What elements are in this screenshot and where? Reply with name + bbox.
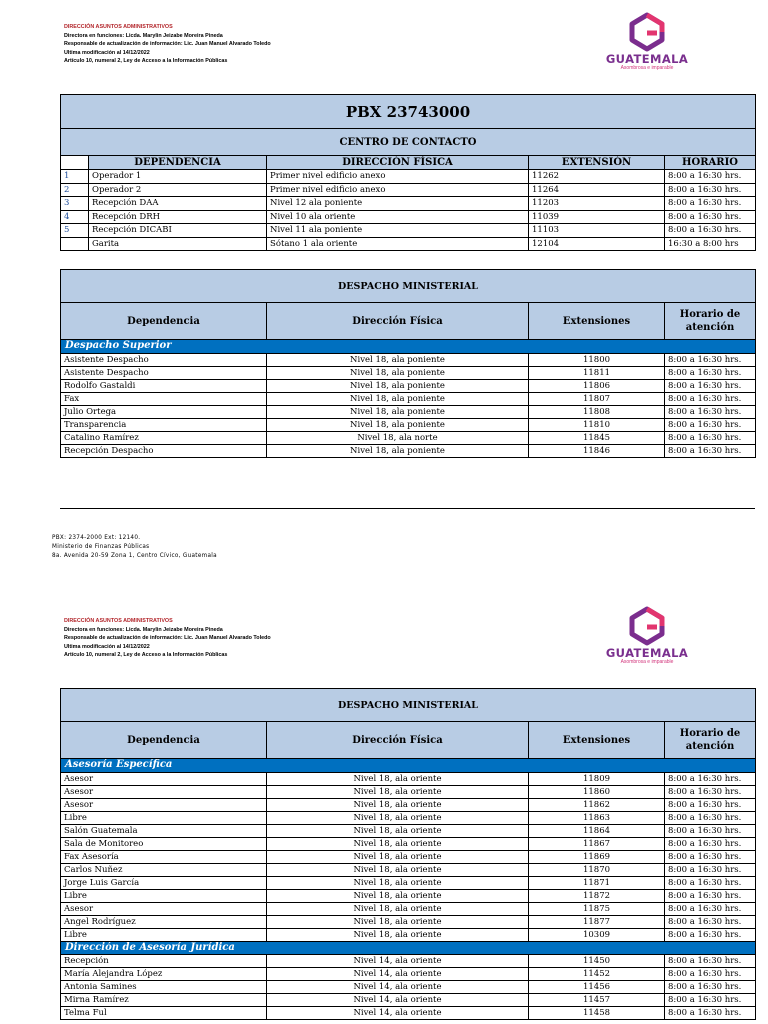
schedule-cell: 8:00 a 16:30 hrs. — [665, 1007, 756, 1020]
schedule-cell: 8:00 a 16:30 hrs. — [665, 915, 756, 928]
address-cell: Nivel 18, ala oriente — [267, 772, 529, 785]
header-line: Responsable de actualización de información: Lic. Juan Manuel Alvarado Toledo — [64, 635, 271, 642]
guatemala-logo-icon — [627, 12, 667, 52]
dependency-cell: Recepción DAA — [89, 197, 267, 211]
row-index: 3 — [61, 197, 89, 211]
dependency-cell: Rodolfo Gastaldi — [61, 379, 267, 392]
address-cell: Nivel 14, ala oriente — [267, 981, 529, 994]
address-cell: Nivel 18, ala norte — [267, 431, 529, 444]
address-cell: Nivel 18, ala oriente — [267, 863, 529, 876]
extension-cell: 11806 — [529, 379, 665, 392]
schedule-cell: 8:00 a 16:30 hrs. — [665, 811, 756, 824]
dependency-cell: Asesor — [61, 902, 267, 915]
table-row — [61, 811, 756, 824]
extension-cell: 11872 — [529, 889, 665, 902]
table-row — [61, 170, 756, 184]
schedule-cell: 8:00 a 16:30 hrs. — [665, 928, 756, 941]
table-row — [61, 392, 756, 405]
address-cell: Primer nivel edificio anexo — [267, 183, 529, 197]
pbx-title: PBX 23743000 — [61, 95, 756, 129]
address-cell: Nivel 18, ala poniente — [267, 366, 529, 379]
table-row — [61, 889, 756, 902]
column-header: DIRECCIÓN FÍSICA — [267, 156, 529, 170]
schedule-cell: 8:00 a 16:30 hrs. — [665, 183, 756, 197]
extension-cell: 11864 — [529, 824, 665, 837]
column-header: EXTENSIÓN — [529, 156, 665, 170]
schedule-cell: 8:00 a 16:30 hrs. — [665, 197, 756, 211]
dependency-cell: Fax — [61, 392, 267, 405]
header-department: DIRECCIÓN ASUNTOS ADMINISTRATIVOS — [64, 24, 173, 30]
table-title: DESPACHO MINISTERIAL — [61, 270, 756, 303]
dependency-cell: Mirna Ramírez — [61, 994, 267, 1007]
column-header: Horario de atención — [665, 722, 756, 759]
column-header: Extensiones — [529, 303, 665, 340]
extension-cell: 11811 — [529, 366, 665, 379]
table-row — [61, 837, 756, 850]
schedule-cell: 8:00 a 16:30 hrs. — [665, 994, 756, 1007]
page-footer — [52, 534, 217, 561]
column-header: Dependencia — [61, 303, 267, 340]
contact-center-title: CENTRO DE CONTACTO — [61, 129, 756, 156]
address-cell: Nivel 14, ala oriente — [267, 1007, 529, 1020]
address-cell: Nivel 18, ala oriente — [267, 824, 529, 837]
address-cell: Primer nivel edificio anexo — [267, 170, 529, 184]
dependency-cell: Salón Guatemala — [61, 824, 267, 837]
address-cell: Nivel 18, ala oriente — [267, 876, 529, 889]
address-cell: Nivel 14, ala oriente — [267, 968, 529, 981]
dependency-cell: Carlos Nuñez — [61, 863, 267, 876]
table-row — [61, 210, 756, 224]
address-cell: Nivel 18, ala oriente — [267, 902, 529, 915]
address-cell: Nivel 12 ala poniente — [267, 197, 529, 211]
column-header: Extensiones — [529, 722, 665, 759]
address-cell: Nivel 18, ala poniente — [267, 353, 529, 366]
footer-line: PBX: 2374-2000 Ext: 12140. — [52, 535, 141, 541]
table-row — [61, 224, 756, 238]
address-cell: Nivel 18, ala oriente — [267, 915, 529, 928]
table-row — [61, 955, 756, 968]
extension-cell: 11450 — [529, 955, 665, 968]
address-cell: Nivel 18, ala oriente — [267, 837, 529, 850]
column-header: Dependencia — [61, 722, 267, 759]
extension-cell: 10309 — [529, 928, 665, 941]
schedule-cell: 8:00 a 16:30 hrs. — [665, 405, 756, 418]
dependency-cell: Libre — [61, 811, 267, 824]
dependency-cell: Garita — [89, 237, 267, 251]
table-row — [61, 237, 756, 251]
schedule-cell: 8:00 a 16:30 hrs. — [665, 444, 756, 457]
dependency-cell: María Alejandra López — [61, 968, 267, 981]
document-header — [64, 617, 271, 660]
schedule-cell: 8:00 a 16:30 hrs. — [665, 431, 756, 444]
dependency-cell: Antonia Samines — [61, 981, 267, 994]
address-cell: Nivel 18, ala oriente — [267, 889, 529, 902]
row-index — [61, 237, 89, 251]
address-cell: Nivel 18, ala poniente — [267, 405, 529, 418]
extension-cell: 11810 — [529, 418, 665, 431]
row-index: 4 — [61, 210, 89, 224]
table-row — [61, 902, 756, 915]
schedule-cell: 8:00 a 16:30 hrs. — [665, 353, 756, 366]
footer-line: Ministerio de Finanzas Públicas — [52, 544, 150, 550]
table-row — [61, 197, 756, 211]
section-header: Asesoría Específica — [61, 759, 756, 773]
table-row — [61, 1007, 756, 1020]
schedule-cell: 8:00 a 16:30 hrs. — [665, 785, 756, 798]
schedule-cell: 8:00 a 16:30 hrs. — [665, 798, 756, 811]
header-line: Artículo 10, numeral 2, Ley de Acceso a la Información Públicas — [64, 652, 228, 659]
table-row — [61, 850, 756, 863]
extension-cell: 11808 — [529, 405, 665, 418]
guatemala-logo-icon — [627, 606, 667, 646]
table-row — [61, 798, 756, 811]
schedule-cell: 8:00 a 16:30 hrs. — [665, 876, 756, 889]
table-row — [61, 772, 756, 785]
schedule-cell: 8:00 a 16:30 hrs. — [665, 837, 756, 850]
header-line: Responsable de actualización de información: Lic. Juan Manuel Alvarado Toledo — [64, 41, 271, 48]
extension-cell: 11203 — [529, 197, 665, 211]
column-header: HORARIO — [665, 156, 756, 170]
table-row — [61, 928, 756, 941]
dependency-cell: Recepción DICABI — [89, 224, 267, 238]
dependency-cell: Libre — [61, 928, 267, 941]
extension-cell: 11809 — [529, 772, 665, 785]
logo-text: GUATEMALA — [605, 646, 689, 660]
schedule-cell: 8:00 a 16:30 hrs. — [665, 392, 756, 405]
dependency-cell: Julio Ortega — [61, 405, 267, 418]
column-header: Dirección Física — [267, 722, 529, 759]
schedule-cell: 8:00 a 16:30 hrs. — [665, 955, 756, 968]
schedule-cell: 8:00 a 16:30 hrs. — [665, 772, 756, 785]
despacho-ministerial-table — [60, 269, 756, 458]
column-header: Horario de atención — [665, 303, 756, 340]
header-line: Ultima modificación al 14/12/2022 — [64, 49, 150, 56]
dependency-cell: Operador 2 — [89, 183, 267, 197]
section-header: Despacho Superior — [61, 340, 756, 354]
address-cell: Nivel 18, ala oriente — [267, 785, 529, 798]
address-cell: Nivel 18, ala oriente — [267, 811, 529, 824]
extension-cell: 11457 — [529, 994, 665, 1007]
address-cell: Nivel 18, ala oriente — [267, 850, 529, 863]
table-row — [61, 418, 756, 431]
dependency-cell: Angel Rodríguez — [61, 915, 267, 928]
dependency-cell: Asesor — [61, 798, 267, 811]
header-line: Directora en funciones: Licda. Marylin Jeizabe Moreira Pineda — [64, 32, 223, 39]
pbx-contact-table — [60, 94, 756, 251]
table-row — [61, 366, 756, 379]
dependency-cell: Recepción — [61, 955, 267, 968]
logo-tagline: Asombrosa e imparable — [620, 659, 674, 665]
extension-cell: 11862 — [529, 798, 665, 811]
table-row — [61, 379, 756, 392]
dependency-cell: Asistente Despacho — [61, 353, 267, 366]
dependency-cell: Transparencia — [61, 418, 267, 431]
extension-cell: 11103 — [529, 224, 665, 238]
extension-cell: 11869 — [529, 850, 665, 863]
dependency-cell: Sala de Monitoreo — [61, 837, 267, 850]
schedule-cell: 8:00 a 16:30 hrs. — [665, 224, 756, 238]
table-row — [61, 444, 756, 457]
schedule-cell: 8:00 a 16:30 hrs. — [665, 824, 756, 837]
address-cell: Nivel 18, ala oriente — [267, 798, 529, 811]
extension-cell: 11807 — [529, 392, 665, 405]
schedule-cell: 8:00 a 16:30 hrs. — [665, 863, 756, 876]
table-row — [61, 915, 756, 928]
address-cell: Nivel 18, ala poniente — [267, 444, 529, 457]
dependency-cell: Asesor — [61, 772, 267, 785]
column-header: Dirección Física — [267, 303, 529, 340]
schedule-cell: 8:00 a 16:30 hrs. — [665, 968, 756, 981]
extension-cell: 11456 — [529, 981, 665, 994]
extension-cell: 11870 — [529, 863, 665, 876]
dependency-cell: Asistente Despacho — [61, 366, 267, 379]
extension-cell: 11875 — [529, 902, 665, 915]
row-index: 5 — [61, 224, 89, 238]
schedule-cell: 8:00 a 16:30 hrs. — [665, 418, 756, 431]
extension-cell: 12104 — [529, 237, 665, 251]
address-cell: Sótano 1 ala oriente — [267, 237, 529, 251]
dependency-cell: Catalino Ramírez — [61, 431, 267, 444]
section-header: Dirección de Asesoría Jurídica — [61, 941, 756, 955]
extension-cell: 11867 — [529, 837, 665, 850]
footer-line: 8a. Avenida 20-59 Zona 1, Centro Cívico, Guatemala — [52, 553, 217, 559]
extension-cell: 11860 — [529, 785, 665, 798]
extension-cell: 11877 — [529, 915, 665, 928]
address-cell: Nivel 18, ala poniente — [267, 379, 529, 392]
table-row — [61, 824, 756, 837]
address-cell: Nivel 11 ala poniente — [267, 224, 529, 238]
table-row — [61, 183, 756, 197]
column-header: DEPENDENCIA — [89, 156, 267, 170]
schedule-cell: 8:00 a 16:30 hrs. — [665, 170, 756, 184]
row-index: 2 — [61, 183, 89, 197]
table-row — [61, 981, 756, 994]
index-header — [61, 156, 89, 170]
document-header — [64, 23, 271, 66]
logo-tagline: Asombrosa e imparable — [620, 65, 674, 71]
schedule-cell: 16:30 a 8:00 hrs — [665, 237, 756, 251]
row-index: 1 — [61, 170, 89, 184]
table-row — [61, 431, 756, 444]
dependency-cell: Jorge Luis García — [61, 876, 267, 889]
schedule-cell: 8:00 a 16:30 hrs. — [665, 981, 756, 994]
header-line: Directora en funciones: Licda. Marylin Jeizabe Moreira Pineda — [64, 626, 223, 633]
address-cell: Nivel 18, ala poniente — [267, 418, 529, 431]
dependency-cell: Telma Ful — [61, 1007, 267, 1020]
table-row — [61, 994, 756, 1007]
header-line: Ultima modificación al 14/12/2022 — [64, 643, 150, 650]
dependency-cell: Operador 1 — [89, 170, 267, 184]
address-cell: Nivel 18, ala oriente — [267, 928, 529, 941]
extension-cell: 11846 — [529, 444, 665, 457]
schedule-cell: 8:00 a 16:30 hrs. — [665, 210, 756, 224]
schedule-cell: 8:00 a 16:30 hrs. — [665, 850, 756, 863]
table-row — [61, 863, 756, 876]
table-row — [61, 353, 756, 366]
dependency-cell: Recepción DRH — [89, 210, 267, 224]
extension-cell: 11458 — [529, 1007, 665, 1020]
despacho-ministerial-table — [60, 688, 756, 1020]
schedule-cell: 8:00 a 16:30 hrs. — [665, 379, 756, 392]
guatemala-logo — [597, 606, 697, 665]
address-cell: Nivel 10 ala oriente — [267, 210, 529, 224]
address-cell: Nivel 18, ala poniente — [267, 392, 529, 405]
extension-cell: 11871 — [529, 876, 665, 889]
extension-cell: 11262 — [529, 170, 665, 184]
extension-cell: 11863 — [529, 811, 665, 824]
table-title: DESPACHO MINISTERIAL — [61, 689, 756, 722]
schedule-cell: 8:00 a 16:30 hrs. — [665, 889, 756, 902]
table-row — [61, 405, 756, 418]
schedule-cell: 8:00 a 16:30 hrs. — [665, 902, 756, 915]
dependency-cell: Recepción Despacho — [61, 444, 267, 457]
dependency-cell: Asesor — [61, 785, 267, 798]
table-row — [61, 876, 756, 889]
extension-cell: 11845 — [529, 431, 665, 444]
logo-text: GUATEMALA — [605, 52, 689, 66]
extension-cell: 11452 — [529, 968, 665, 981]
schedule-cell: 8:00 a 16:30 hrs. — [665, 366, 756, 379]
extension-cell: 11800 — [529, 353, 665, 366]
header-line: Artículo 10, numeral 2, Ley de Acceso a la Información Públicas — [64, 58, 228, 65]
extension-cell: 11039 — [529, 210, 665, 224]
dependency-cell: Libre — [61, 889, 267, 902]
header-department: DIRECCIÓN ASUNTOS ADMINISTRATIVOS — [64, 618, 173, 624]
guatemala-logo — [597, 12, 697, 71]
address-cell: Nivel 14, ala oriente — [267, 994, 529, 1007]
extension-cell: 11264 — [529, 183, 665, 197]
dependency-cell: Fax Asesoría — [61, 850, 267, 863]
page-divider — [60, 508, 755, 509]
address-cell: Nivel 14, ala oriente — [267, 955, 529, 968]
table-row — [61, 785, 756, 798]
table-row — [61, 968, 756, 981]
